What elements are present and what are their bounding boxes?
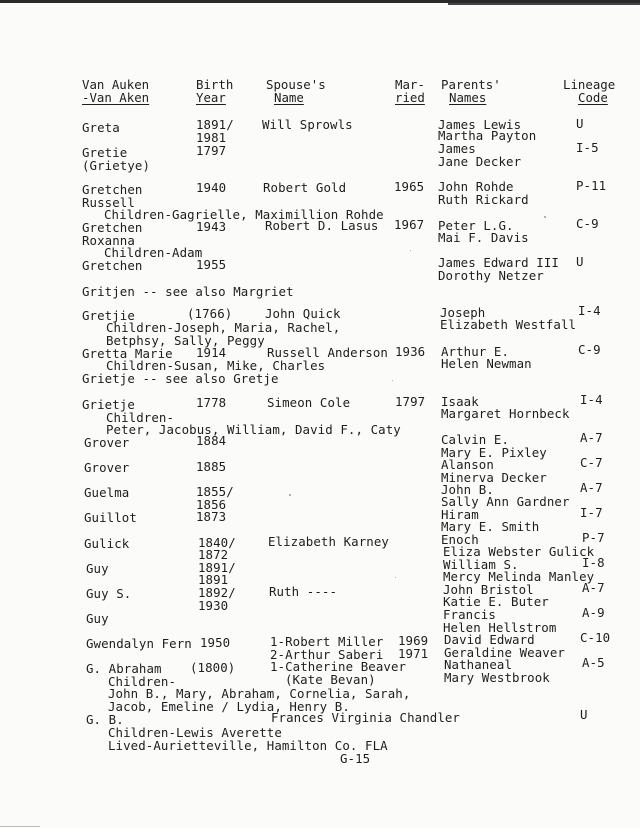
entry-parent-father: James Lewis <box>438 117 522 132</box>
entry-name: G. B. <box>86 712 124 727</box>
entry-birth: 1943 <box>196 219 227 234</box>
entry-birth: 1955 <box>196 257 227 272</box>
entry-spouse: 1-Catherine Beaver <box>270 659 407 674</box>
entry-parent-father: Alanson <box>441 457 494 472</box>
header-name-2: -Van Aken <box>82 90 150 105</box>
entry-lineage-code: I-4 <box>578 303 601 318</box>
entry-name: Gretchen <box>82 220 143 235</box>
entry-lineage-code: A-5 <box>582 655 605 670</box>
entry-birth: 1872 <box>198 547 229 562</box>
entry-lineage-code: A-9 <box>582 605 605 620</box>
header-lineage-2: Code <box>578 90 608 105</box>
entry-lineage-code: P-7 <box>582 530 605 545</box>
entry-spouse: Elizabeth Karney <box>268 534 389 549</box>
entry-married: 1969 <box>398 633 429 648</box>
entry-parent-father: Nathaneal <box>444 657 513 672</box>
entry-children: Children-Gagrielle, Maximillion Rohde <box>104 207 384 222</box>
header-birth-2: Year <box>196 90 226 105</box>
entry-name: Grover <box>84 435 130 450</box>
header-married-1: Mar- <box>395 77 425 92</box>
entry-parent-mother: Mai F. Davis <box>438 230 529 245</box>
entry-name: G. Abraham <box>86 661 162 676</box>
entry-married: 1936 <box>395 344 426 359</box>
entry-lineage-code: C-9 <box>578 342 601 357</box>
entry-children: Children-Lewis Averette <box>108 725 282 740</box>
entry-parent-father: Calvin E. <box>441 432 510 447</box>
header-lineage-1: Lineage <box>563 77 616 92</box>
entry-parent-father: John B. <box>441 482 494 497</box>
entry-spouse: 1-Robert Miller <box>270 634 384 649</box>
entry-lineage-code: C-10 <box>580 630 611 645</box>
scan-speck <box>0 826 40 827</box>
entry-birth: 1797 <box>196 143 227 158</box>
entry-children-label: Children- <box>106 410 175 425</box>
entry-children-continued: Jacob, Emeline / Lydia, Henry B. <box>108 699 350 714</box>
see-also-note: Gritjen -- see also Margriet <box>82 284 294 299</box>
entry-lineage-code: U <box>580 707 588 722</box>
entry-birth: 1856 <box>196 497 227 512</box>
entry-birth: 1885 <box>196 459 227 474</box>
entry-spouse: Frances Virginia Chandler <box>271 710 460 725</box>
entry-spouse: Will Sprowls <box>262 117 353 132</box>
entry-parent-father: Joseph <box>440 305 486 320</box>
entry-parent-father: David Edward <box>444 632 535 647</box>
entry-name: Gretie <box>82 145 128 160</box>
entry-lineage-code: I-8 <box>582 555 605 570</box>
scan-speck <box>392 380 393 381</box>
entry-name: Gretta Marie <box>82 346 173 361</box>
entry-children: Children-Joseph, Maria, Rachel, <box>106 320 341 335</box>
entry-parent-mother: Helen Hellstrom <box>443 620 557 635</box>
entry-name: Greta <box>82 120 120 135</box>
entry-parent-mother: Mary E. Pixley <box>441 445 547 460</box>
entry-birth: 1950 <box>200 635 231 650</box>
entry-birth: 1981 <box>196 130 227 145</box>
entry-lineage-code: C-9 <box>576 216 599 231</box>
entry-spouse: 2-Arthur Saberi <box>270 647 384 662</box>
entry-name: Gulick <box>84 536 130 551</box>
entry-married: 1797 <box>395 394 426 409</box>
see-also-note: Grietje -- see also Gretje <box>82 371 279 386</box>
entry-spouse: Simeon Cole <box>267 395 351 410</box>
page-number: G-15 <box>340 751 371 766</box>
entry-name: Gretchen <box>82 182 143 197</box>
entry-children-label: Children- <box>108 674 177 689</box>
entry-children: John B., Mary, Abraham, Cornelia, Sarah, <box>108 686 411 701</box>
entry-spouse: Russell Anderson <box>267 345 388 360</box>
scan-speck <box>395 577 396 578</box>
entry-parent-father: William S. <box>443 557 519 572</box>
entry-name: Grover <box>84 460 130 475</box>
entry-birth: 1892/ <box>198 585 236 600</box>
header-parents-2: Names <box>449 90 487 105</box>
entry-lineage-code: A-7 <box>582 580 605 595</box>
entry-parent-mother: Dorothy Netzer <box>438 268 544 283</box>
entry-children: Children-Susan, Mike, Charles <box>106 358 326 373</box>
entry-lineage-code: I-4 <box>580 392 603 407</box>
entry-residence: Lived-Aurietteville, Hamilton Co. FLA <box>108 738 388 753</box>
entry-parent-father: Peter L.G. <box>438 218 514 233</box>
header-spouse-2: Name <box>274 90 304 105</box>
entry-birth: 1930 <box>198 598 229 613</box>
entry-parent-father: Isaak <box>441 394 479 409</box>
entry-name: Guy <box>86 561 109 576</box>
entry-parent-father: James <box>438 141 476 156</box>
entry-birth: 1873 <box>196 509 227 524</box>
entry-parent-mother: Minerva Decker <box>441 470 547 485</box>
entry-birth: 1891 <box>198 572 229 587</box>
entry-lineage-code: A-7 <box>580 480 603 495</box>
entry-birth: (1766) <box>187 306 233 321</box>
entry-name: Grietje <box>82 397 135 412</box>
entry-parent-mother: Ruth Rickard <box>438 192 529 207</box>
header-married-2: ried <box>395 90 425 105</box>
header-parents-1: Parents' <box>441 77 501 92</box>
entry-parent-mother: Mary E. Smith <box>441 519 540 534</box>
entry-parent-mother: Mary Westbrook <box>444 670 550 685</box>
entry-birth: 1914 <box>196 345 227 360</box>
scan-speck <box>410 250 411 251</box>
entry-parent-mother: Jane Decker <box>438 154 522 169</box>
entry-parent-father: John Rohde <box>438 179 514 194</box>
entry-parent-father: Enoch <box>441 532 479 547</box>
entry-lineage-code: I-5 <box>576 140 599 155</box>
entry-name: Gretchen <box>82 258 143 273</box>
entry-birth: 1778 <box>196 395 227 410</box>
entry-parent-father: Francis <box>443 607 496 622</box>
entry-spouse-alias: (Kate Bevan) <box>285 672 376 687</box>
entry-birth: 1891/ <box>198 560 236 575</box>
entry-parent-mother: Margaret Hornbeck <box>441 406 570 421</box>
entry-spouse: Robert D. Lasus <box>265 218 379 233</box>
entry-parent-father: Hiram <box>441 507 479 522</box>
header-spouse-1: Spouse's <box>266 77 326 92</box>
scan-speck <box>289 494 291 496</box>
entry-parent-mother: Martha Payton <box>438 128 537 143</box>
entry-married: 1965 <box>394 179 425 194</box>
scan-speck <box>544 216 546 218</box>
entry-parent-mother: Mercy Melinda Manley <box>443 569 595 584</box>
entry-parent-father: James Edward III <box>438 255 559 270</box>
entry-name: Guelma <box>84 485 130 500</box>
entry-lineage-code: U <box>576 116 584 131</box>
entry-parent-mother: Eliza Webster Gulick <box>443 544 595 559</box>
entry-parent-mother: Helen Newman <box>441 356 532 371</box>
entry-married: 1967 <box>394 217 425 232</box>
entry-name: Gretjie <box>82 308 135 323</box>
entry-lineage-code: U <box>576 254 584 269</box>
entry-spouse: John Quick <box>265 306 341 321</box>
entry-name-continued: Roxanna <box>82 233 135 248</box>
entry-parent-mother: Elizabeth Westfall <box>440 317 577 332</box>
entry-married: 1971 <box>398 646 429 661</box>
entry-name-variant: (Grietye) <box>82 158 151 173</box>
entry-parent-mother: Geraldine Weaver <box>444 645 565 660</box>
header-name-1: Van Auken <box>82 77 150 92</box>
header-birth-1: Birth <box>196 77 234 92</box>
entry-birth: 1840/ <box>198 535 236 550</box>
entry-name: Guillot <box>84 510 137 525</box>
entry-spouse: Ruth ---- <box>269 584 338 599</box>
entry-lineage-code: I-7 <box>580 505 603 520</box>
entry-parent-father: Arthur E. <box>441 344 510 359</box>
entry-children-continued: Betphsy, Sally, Peggy <box>106 333 265 348</box>
entry-birth: (1800) <box>190 660 236 675</box>
entry-birth: 1855/ <box>196 484 234 499</box>
entry-lineage-code: A-7 <box>580 430 603 445</box>
entry-children: Children-Adam <box>104 245 203 260</box>
entry-birth: 1891/ <box>196 117 234 132</box>
top-rule-right <box>448 3 640 5</box>
entry-parent-mother: Sally Ann Gardner <box>441 494 570 509</box>
entry-spouse: Robert Gold <box>263 180 347 195</box>
entry-birth: 1884 <box>196 433 227 448</box>
entry-name: Guy <box>86 611 109 626</box>
entry-parent-father: John Bristol <box>443 582 534 597</box>
entry-parent-mother: Katie E. Buter <box>443 594 549 609</box>
entry-name: Gwendalyn Fern <box>86 636 192 651</box>
entry-children: Peter, Jacobus, William, David F., Caty <box>106 422 401 437</box>
entry-lineage-code: P-11 <box>576 178 607 193</box>
entry-name-continued: Russell <box>82 195 135 210</box>
entry-lineage-code: C-7 <box>580 455 603 470</box>
entry-name: Guy S. <box>86 586 132 601</box>
entry-birth: 1940 <box>196 180 227 195</box>
